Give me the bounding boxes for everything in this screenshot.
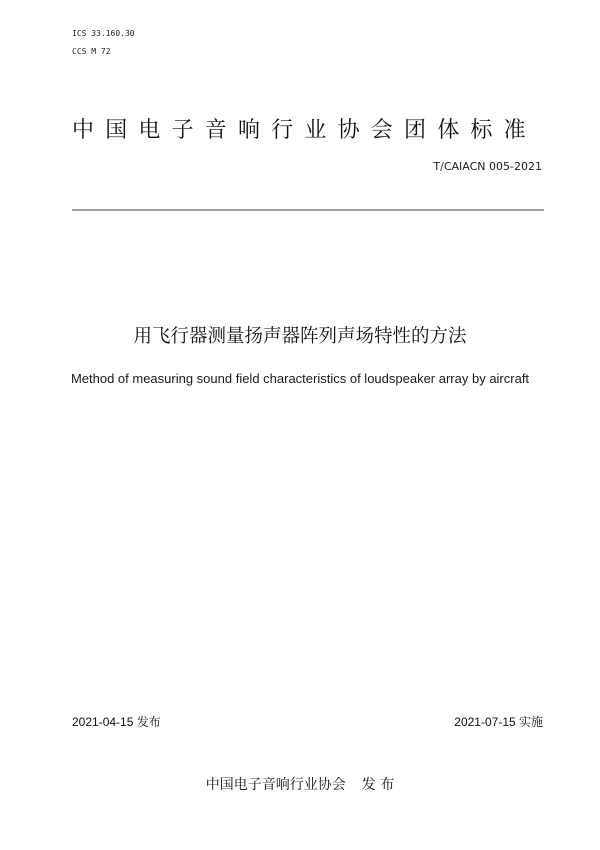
document-title-english: Method of measuring sound field characteristics of loudspeaker array by aircraft xyxy=(70,371,530,386)
publisher-line xyxy=(0,775,600,795)
header-divider xyxy=(72,209,544,211)
issue-date: 2021-04-15 发布 xyxy=(72,715,161,729)
document-title-chinese: 用飞行器测量扬声器阵列声场特性的方法 xyxy=(133,326,467,347)
organization-standard-title: 中国电子音响行业协会团体标准 xyxy=(72,118,537,143)
implementation-date: 2021-07-15 实施 xyxy=(454,715,543,729)
ccs-code: CCS M 72 xyxy=(72,47,111,56)
ics-code: ICS 33.160.30 xyxy=(72,29,135,38)
publisher-action: 发 布 xyxy=(361,777,395,793)
standard-number: T/CAIACN 005-2021 xyxy=(433,160,542,173)
publisher-name: 中国电子音响行业协会 xyxy=(205,777,346,793)
